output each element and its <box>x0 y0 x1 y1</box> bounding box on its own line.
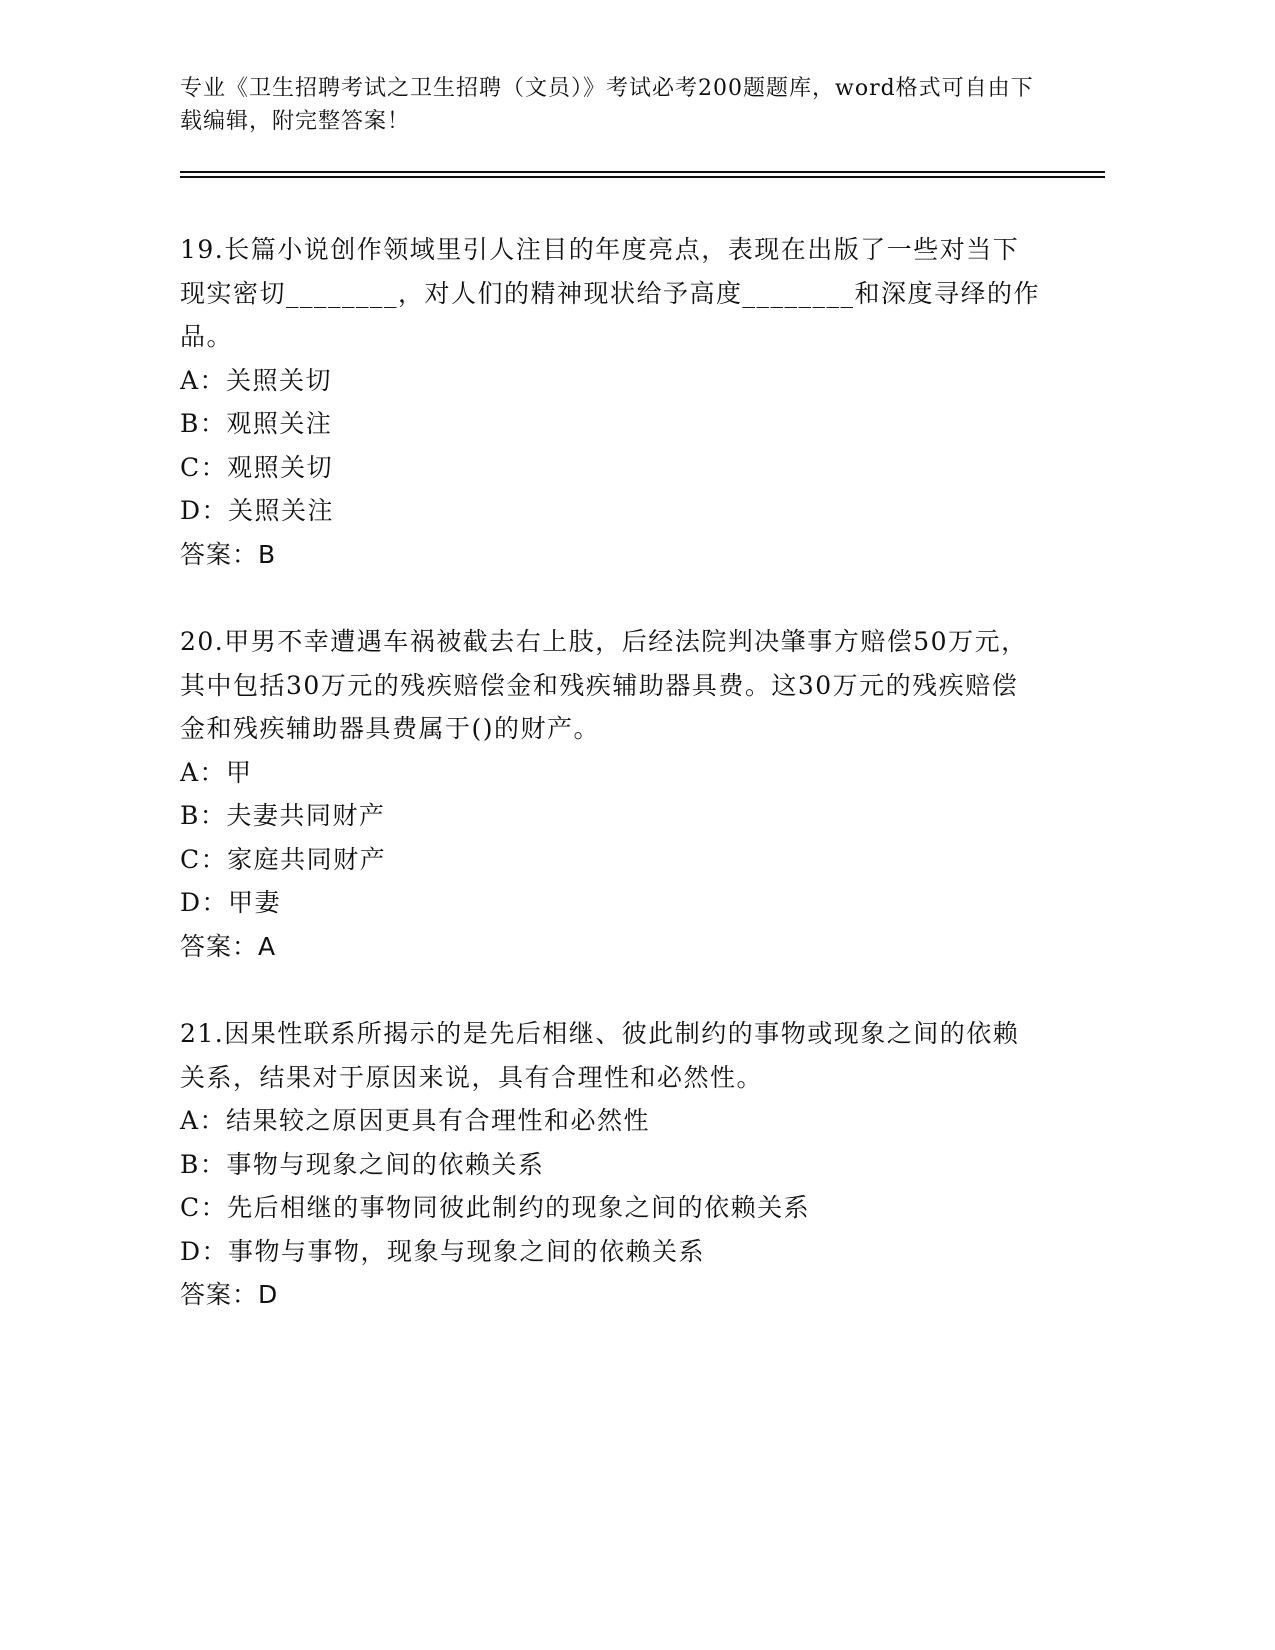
option-d: D：甲妻 <box>180 888 282 917</box>
question-stem: 19.长篇小说创作领域里引人注目的年度亮点，表现在出版了一些对当下现实密切________，对人们的精神现状给予高度________和深度寻绎的作品。 <box>180 235 1041 351</box>
option-b: B：夫妻共同财产 <box>180 801 386 830</box>
option-d: D：关照关注 <box>180 496 335 525</box>
option-c: C：家庭共同财产 <box>180 844 387 874</box>
option-a: A：结果较之原因更具有合理性和必然性 <box>180 1106 651 1135</box>
header-divider-bottom <box>180 176 1105 178</box>
question-stem: 20.甲男不幸遭遇车祸被截去右上肢，后经法院判决肇事方赔偿50万元，其中包括30万元的残疾赔偿金和残疾辅助器具费。这30万元的残疾赔偿金和残疾辅助器具费属于()的财产。 <box>180 627 1028 743</box>
header-divider-top <box>180 171 1105 173</box>
option-d: D：事物与事物，现象与现象之间的依赖关系 <box>180 1236 706 1266</box>
answer-line: 答案：B <box>180 539 277 569</box>
question-20 <box>180 620 1040 968</box>
option-c: C：先后相继的事物同彼此制约的现象之间的依赖关系 <box>180 1193 811 1222</box>
option-c: C：观照关切 <box>180 452 334 482</box>
question-stem: 21.因果性联系所揭示的是先后相继、彼此制约的事物或现象之间的依赖关系，结果对于原因来说，具有合理性和必然性。 <box>180 1019 1020 1092</box>
option-a: A：甲 <box>180 757 253 787</box>
answer-line: 答案：D <box>180 1280 279 1309</box>
question-19 <box>180 228 1040 576</box>
answer-line: 答案：A <box>180 931 277 961</box>
option-a: A：关照关切 <box>180 365 333 395</box>
option-b: B：事物与现象之间的依赖关系 <box>180 1149 545 1179</box>
option-b: B：观照关注 <box>180 409 333 438</box>
question-21 <box>180 1012 1040 1317</box>
document-header: 专业《卫生招聘考试之卫生招聘（文员）》考试必考200题题库，word格式可自由下载编辑，附完整答案！ <box>180 76 1034 134</box>
